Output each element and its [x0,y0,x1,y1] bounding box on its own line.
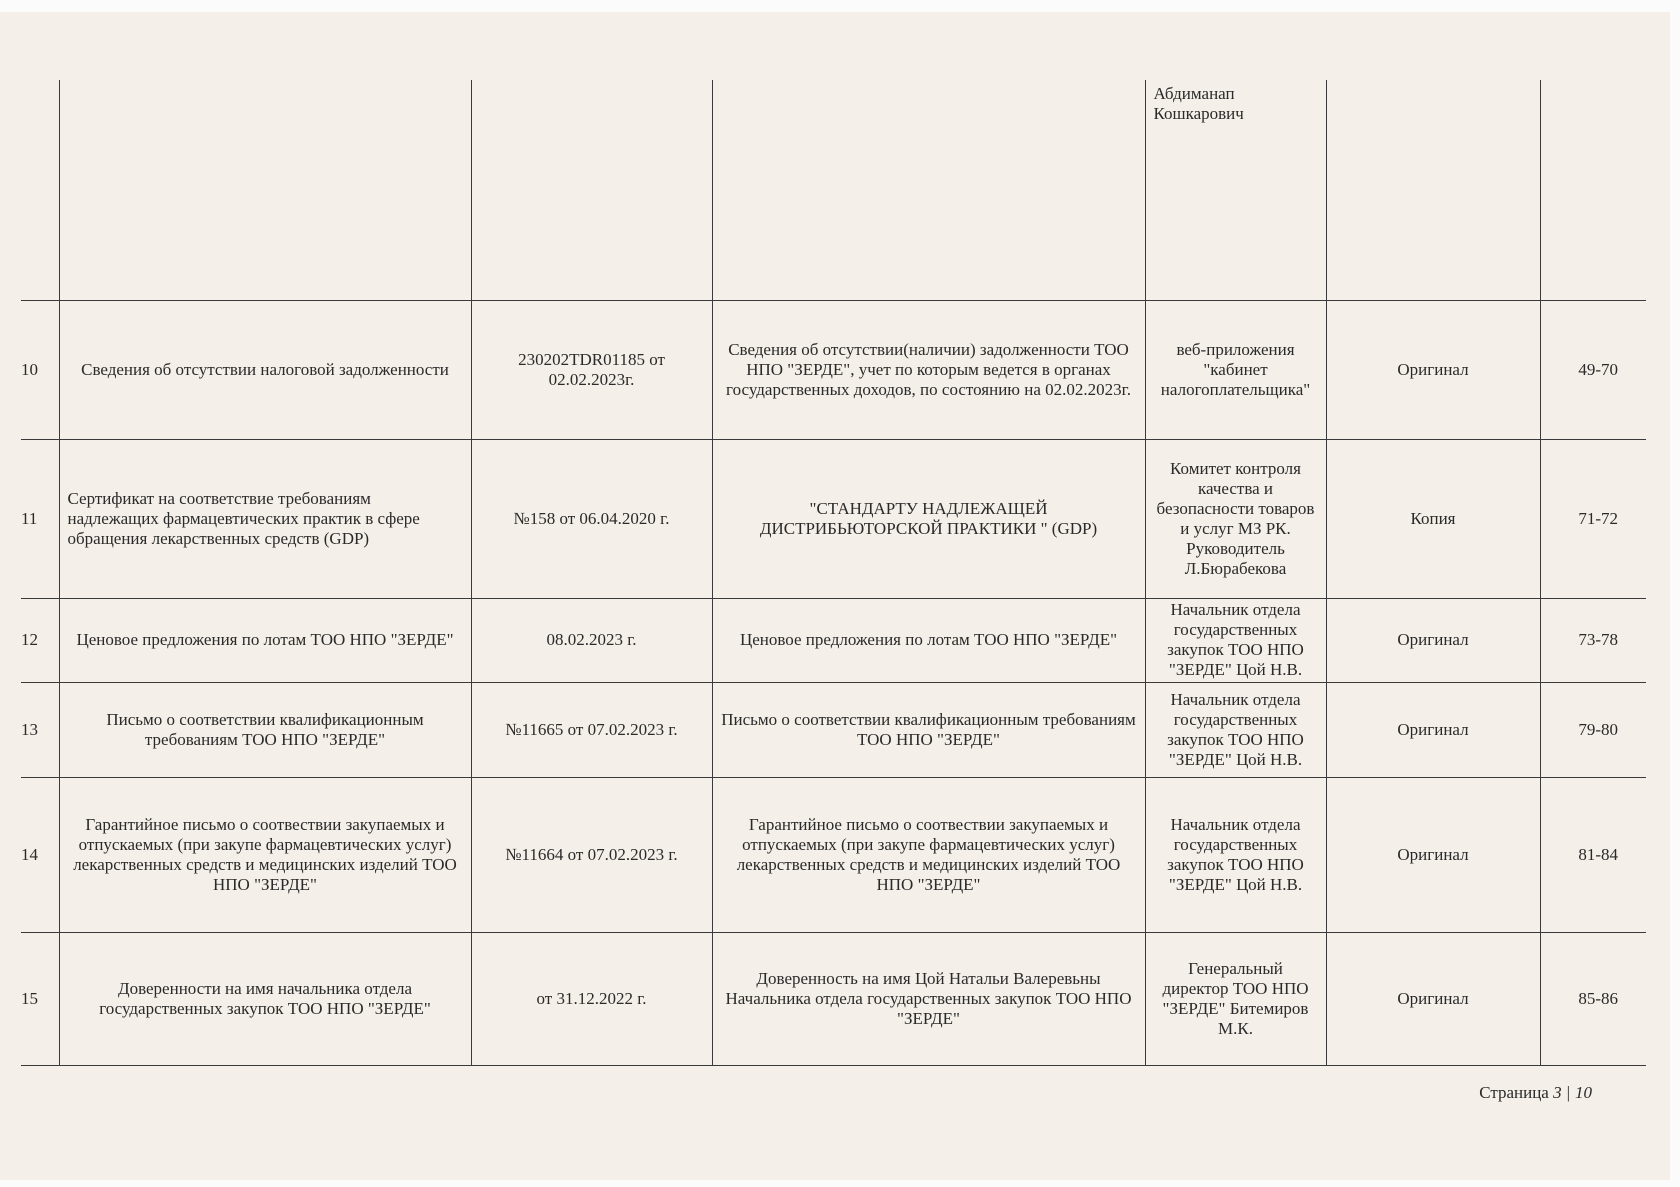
cell-form: Оригинал [1326,300,1540,439]
cell-issuer: веб-приложения "кабинет налогоплательщика" [1145,300,1326,439]
cell-doc-name: Сертификат на соответствие требованиям надлежащих фармацевтических практик в сфере обращения лекарственных средств (GDP) [59,439,471,598]
cell-pages: 73-78 [1540,598,1646,682]
cell-content: Ценовое предложения по лотам ТОО НПО "ЗЕРДЕ" [712,598,1145,682]
cell-number-date: от 31.12.2022 г. [471,932,712,1065]
page-separator: | [1566,1083,1570,1102]
cell-pages: 85-86 [1540,932,1646,1065]
cell-number-date: №158 от 06.04.2020 г. [471,439,712,598]
cell-num: 10 [21,300,59,439]
table-row-14 [21,777,1646,932]
cell-num: 11 [21,439,59,598]
cell-issuer: Начальник отдела государственных закупок ТОО НПО "ЗЕРДЕ" Цой Н.В. [1145,777,1326,932]
cell-pages: 79-80 [1540,682,1646,777]
cell-content: "СТАНДАРТУ НАДЛЕЖАЩЕЙ ДИСТРИБЬЮТОРСКОЙ ПРАКТИКИ " (GDP) [712,439,1145,598]
table-row-12 [21,598,1646,682]
cell-issuer: Генеральный директор ТОО НПО "ЗЕРДЕ" Битемиров М.К. [1145,932,1326,1065]
cell-number-date: №11665 от 07.02.2023 г. [471,682,712,777]
cell-pages: 81-84 [1540,777,1646,932]
page-total: 10 [1575,1083,1592,1102]
cell-number-date [471,80,712,300]
cell-issuer: Начальник отдела государственных закупок ТОО НПО "ЗЕРДЕ" Цой Н.В. [1145,682,1326,777]
documents-table [21,80,1646,1066]
cell-number-date: 230202TDR01185 от 02.02.2023г. [471,300,712,439]
cell-content: Письмо о соответствии квалификационным требованиям ТОО НПО "ЗЕРДЕ" [712,682,1145,777]
table-row-15 [21,932,1646,1065]
cell-doc-name: Гарантийное письмо о соотвествии закупаемых и отпускаемых (при закупе фармацевтических услуг) лекарственных средств и медицинских изделий ТОО НПО "ЗЕРДЕ" [59,777,471,932]
table-row-10 [21,300,1646,439]
scan-edge-top [0,0,1680,12]
cell-pages: 71-72 [1540,439,1646,598]
cell-doc-name: Сведения об отсутствии налоговой задолженности [59,300,471,439]
table-row-13 [21,682,1646,777]
cell-content: Сведения об отсутствии(наличии) задолженности ТОО НПО "ЗЕРДЕ", учет по которым ведется в органах государственных доходов, по состоянию на 02.02.2023г. [712,300,1145,439]
cell-pages: 49-70 [1540,300,1646,439]
cell-doc-name: Письмо о соответствии квалификационным требованиям ТОО НПО "ЗЕРДЕ" [59,682,471,777]
cell-issuer: Комитет контроля качества и безопасности товаров и услуг МЗ РК. Руководитель Л.Бюрабекова [1145,439,1326,598]
cell-form: Оригинал [1326,932,1540,1065]
cell-content: Доверенность на имя Цой Натальи Валеревьны Начальника отдела государственных закупок ТОО НПО "ЗЕРДЕ" [712,932,1145,1065]
cell-num: 15 [21,932,59,1065]
page-footer [1400,1083,1592,1103]
scan-edge-bottom [0,1180,1680,1187]
cell-form: Копия [1326,439,1540,598]
cell-doc-name [59,80,471,300]
page-label: Страница [1479,1083,1549,1102]
cell-issuer: Абдиманап Кошкарович [1145,80,1326,300]
cell-form: Оригинал [1326,777,1540,932]
cell-doc-name: Доверенности на имя начальника отдела государственных закупок ТОО НПО "ЗЕРДЕ" [59,932,471,1065]
cell-doc-name: Ценовое предложения по лотам ТОО НПО "ЗЕРДЕ" [59,598,471,682]
cell-form: Оригинал [1326,682,1540,777]
cell-number-date: №11664 от 07.02.2023 г. [471,777,712,932]
cell-num: 12 [21,598,59,682]
cell-form: Оригинал [1326,598,1540,682]
cell-content: Гарантийное письмо о соотвествии закупаемых и отпускаемых (при закупе фармацевтических услуг) лекарственных средств и медицинских изделий ТОО НПО "ЗЕРДЕ" [712,777,1145,932]
cell-num: 13 [21,682,59,777]
scan-edge-right [1670,0,1680,1187]
cell-form [1326,80,1540,300]
table-row-11 [21,439,1646,598]
table-row-continuation [21,80,1646,300]
cell-num: 14 [21,777,59,932]
cell-issuer: Начальник отдела государственных закупок ТОО НПО "ЗЕРДЕ" Цой Н.В. [1145,598,1326,682]
cell-content [712,80,1145,300]
cell-number-date: 08.02.2023 г. [471,598,712,682]
cell-pages [1540,80,1646,300]
cell-num [21,80,59,300]
page-current: 3 [1553,1083,1562,1102]
